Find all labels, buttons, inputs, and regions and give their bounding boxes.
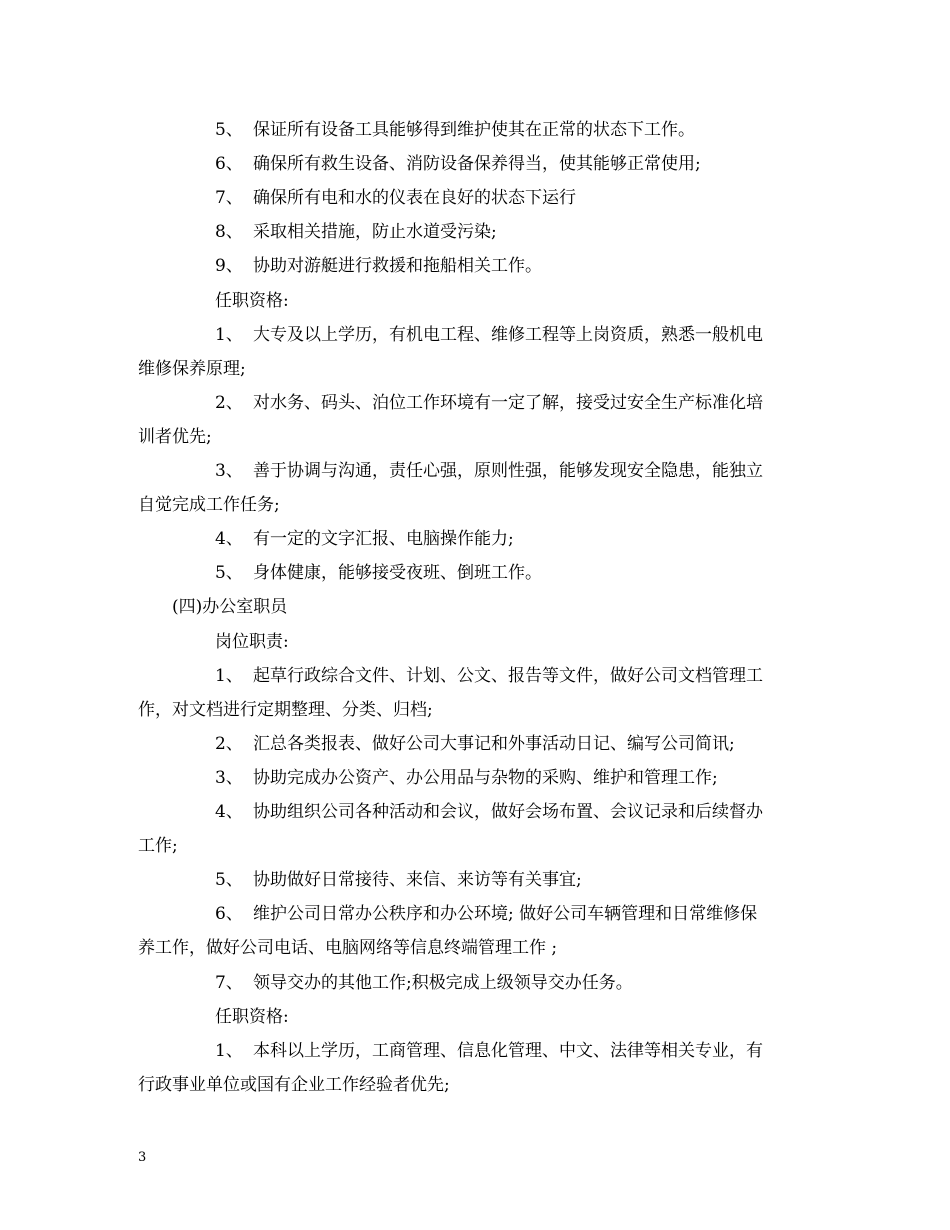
list-item bbox=[215, 561, 542, 585]
list-item-continuation bbox=[138, 357, 246, 381]
line-text: 协助做好日常接待、来信、来访等有关事宜; bbox=[253, 870, 582, 891]
item-number: 3、 bbox=[215, 767, 243, 788]
line-text: 对水务、码头、泊位工作环境有一定了解，接受过安全生产标准化培 bbox=[253, 392, 763, 413]
line-text: 协助完成办公资产、办公用品与杂物的采购、维护和管理工作; bbox=[253, 767, 718, 788]
line-text: 任职资格: bbox=[215, 1006, 289, 1027]
line-text: 起草行政综合文件、计划、公文、报告等文件，做好公司文档管理工 bbox=[253, 665, 763, 686]
section-heading bbox=[172, 595, 287, 619]
list-item bbox=[215, 527, 514, 551]
item-number: 2、 bbox=[215, 392, 243, 413]
line-text: 采取相关措施，防止水道受污染; bbox=[253, 222, 497, 243]
item-number: 4、 bbox=[215, 529, 243, 550]
line-text: 有一定的文字汇报、电脑操作能力; bbox=[253, 529, 514, 550]
list-item bbox=[215, 254, 542, 278]
item-number: 6、 bbox=[215, 904, 243, 925]
list-item bbox=[215, 664, 763, 688]
item-number: 8、 bbox=[215, 222, 243, 243]
line-text: 维护公司日常办公秩序和办公环境; 做好公司车辆管理和日常维修保 bbox=[253, 904, 758, 925]
line-text: 协助对游艇进行救援和拖船相关工作。 bbox=[253, 256, 542, 277]
subheading bbox=[215, 1005, 289, 1029]
list-item bbox=[215, 186, 576, 210]
item-number: 2、 bbox=[215, 733, 243, 754]
item-number: 1、 bbox=[215, 665, 243, 686]
list-item-continuation bbox=[138, 698, 433, 722]
list-item bbox=[215, 800, 763, 824]
list-item bbox=[215, 868, 582, 892]
list-item bbox=[215, 118, 695, 142]
line-text: 工作; bbox=[138, 836, 178, 857]
item-number: 1、 bbox=[215, 1040, 243, 1061]
item-number: 5、 bbox=[215, 563, 243, 584]
line-text: 自觉完成工作任务; bbox=[138, 495, 280, 516]
item-number: 5、 bbox=[215, 870, 243, 891]
item-number: 7、 bbox=[215, 972, 243, 993]
list-item bbox=[215, 220, 497, 244]
item-number: 5、 bbox=[215, 120, 243, 140]
line-text: 领导交办的其他工作;积极完成上级领导交办任务。 bbox=[253, 972, 633, 993]
list-item-continuation bbox=[138, 425, 212, 449]
item-number: 7、 bbox=[215, 188, 243, 209]
line-text: 岗位职责: bbox=[215, 631, 289, 652]
list-item-continuation bbox=[138, 834, 178, 858]
line-text: 维修保养原理; bbox=[138, 358, 246, 379]
list-item bbox=[215, 459, 763, 483]
list-item bbox=[215, 391, 763, 415]
list-item-continuation bbox=[138, 493, 280, 517]
subheading bbox=[215, 630, 289, 654]
item-number: 4、 bbox=[215, 802, 243, 822]
line-text: 善于协调与沟通，责任心强，原则性强，能够发现安全隐患，能独立 bbox=[253, 461, 763, 481]
list-item bbox=[215, 732, 735, 756]
line-text: 汇总各类报表、做好公司大事记和外事活动日记、编写公司简讯; bbox=[253, 733, 735, 754]
list-item bbox=[215, 902, 757, 926]
line-text: 任职资格: bbox=[215, 290, 289, 311]
line-text: 养工作，做好公司电话、电脑网络等信息终端管理工作 ; bbox=[138, 938, 558, 959]
subheading bbox=[215, 289, 289, 313]
list-item bbox=[215, 323, 763, 347]
list-item-continuation bbox=[138, 936, 557, 960]
list-item-continuation bbox=[138, 1073, 450, 1097]
line-text: 本科以上学历，工商管理、信息化管理、中文、法律等相关专业，有 bbox=[253, 1040, 763, 1061]
line-text: 大专及以上学历，有机电工程、维修工程等上岗资质，熟悉一般机电 bbox=[253, 324, 763, 345]
line-text: 作，对文档进行定期整理、分类、归档; bbox=[138, 699, 433, 720]
list-item bbox=[215, 766, 718, 790]
line-text: 确保所有电和水的仪表在良好的状态下运行 bbox=[253, 188, 576, 209]
line-text: (四)办公室职员 bbox=[172, 597, 288, 618]
item-number: 1、 bbox=[215, 324, 243, 345]
list-item bbox=[215, 971, 633, 995]
page-number: 3 bbox=[138, 1150, 147, 1165]
line-text: 协助组织公司各种活动和会议，做好会场布置、会议记录和后续督办 bbox=[253, 802, 763, 822]
item-number: 9、 bbox=[215, 256, 243, 277]
line-text: 身体健康，能够接受夜班、倒班工作。 bbox=[253, 563, 542, 584]
line-text: 保证所有设备工具能够得到维护使其在正常的状态下工作。 bbox=[253, 120, 695, 140]
list-item bbox=[215, 152, 701, 176]
line-text: 行政事业单位或国有企业工作经验者优先; bbox=[138, 1074, 450, 1095]
line-text: 确保所有救生设备、消防设备保养得当，使其能够正常使用; bbox=[253, 154, 701, 175]
item-number: 6、 bbox=[215, 154, 243, 175]
list-item bbox=[215, 1039, 763, 1063]
line-text: 训者优先; bbox=[138, 426, 212, 447]
item-number: 3、 bbox=[215, 461, 243, 481]
